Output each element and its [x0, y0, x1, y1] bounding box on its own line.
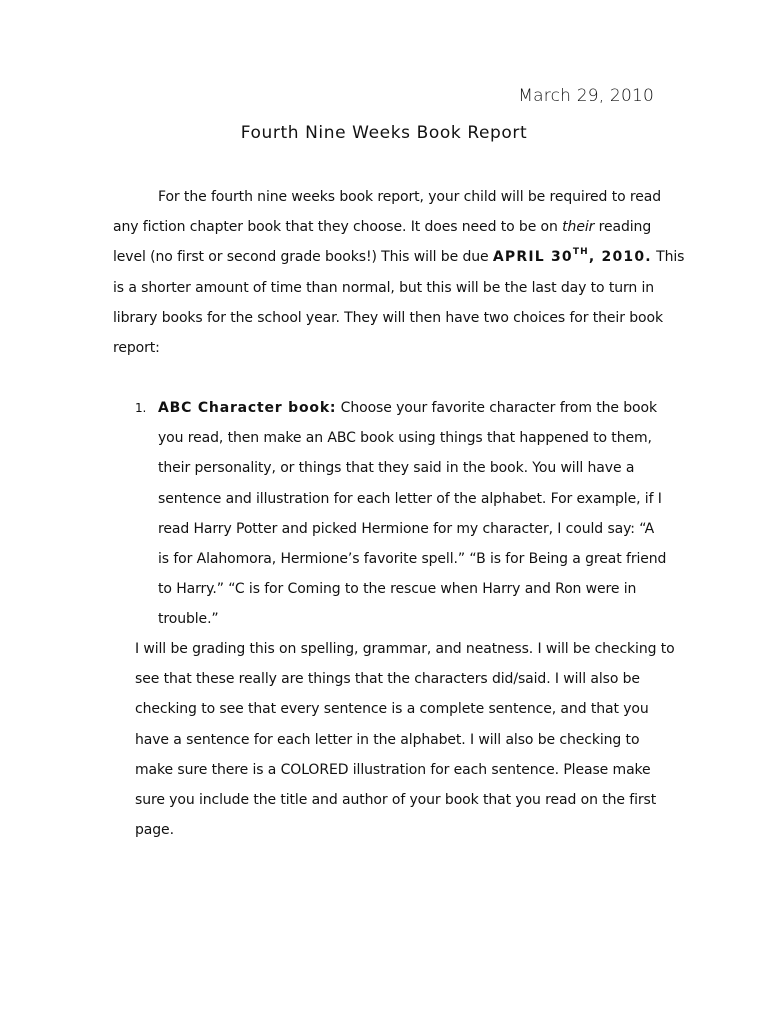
grading-paragraph [135, 634, 695, 845]
intro-text: level (no first or second grade books!) This will be due [113, 249, 493, 266]
intro-text: reading [594, 219, 652, 236]
list-item-number: 1. [135, 401, 147, 415]
due-date-superscript: TH [572, 247, 589, 258]
list-item-line: their personality, or things that they said in the book. You will have a [158, 460, 635, 477]
intro-text: This [651, 249, 685, 266]
list-item-line: trouble.” [158, 611, 219, 628]
intro-line: is a shorter amount of time than normal, but this will be the last day to turn in [113, 279, 655, 296]
grading-line: checking to see that every sentence is a complete sentence, and that you [135, 701, 649, 718]
intro-line: library books for the school year. They will then have two choices for their book [113, 309, 663, 326]
due-date [493, 249, 652, 265]
intro-line [113, 242, 685, 272]
list-item-title: ABC Character book: [158, 400, 337, 416]
list-item-line: sentence and illustration for each letter of the alphabet. For example, if I [158, 490, 662, 507]
list-item [133, 393, 693, 635]
intro-text: any fiction chapter book that they choose. It does need to be on [113, 219, 563, 236]
list-item-text: Choose your favorite character from the book [336, 400, 657, 416]
choices-list [133, 393, 693, 635]
document-title: Fourth Nine Weeks Book Report [240, 123, 528, 143]
list-item-line: to Harry.” “C is for Coming to the rescue when Harry and Ron were in [158, 581, 637, 598]
grading-line: sure you include the title and author of your book that you read on the first [135, 792, 657, 809]
grading-line: I will be grading this on spelling, grammar, and neatness. I will be checking to [135, 641, 675, 657]
intro-paragraph [113, 182, 685, 363]
grading-line: have a sentence for each letter in the alphabet. I will also be checking to [135, 731, 640, 748]
intro-line: For the fourth nine weeks book report, your child will be required to read [158, 189, 662, 205]
list-item-line [158, 393, 693, 423]
list-item-line: you read, then make an ABC book using things that happened to them, [158, 430, 652, 447]
list-item-line: read Harry Potter and picked Hermione for my character, I could say: “A [158, 520, 655, 537]
intro-line [113, 212, 673, 242]
grading-line: see that these really are things that the characters did/said. I will also be [135, 671, 640, 688]
list-item-line: is for Alahomora, Hermione’s favorite spell.” “B is for Being a great friend [158, 551, 667, 568]
grading-line: page. [135, 822, 174, 839]
emphasis-their: their [562, 219, 595, 236]
due-date-main: APRIL 30 [492, 249, 573, 266]
grading-line: make sure there is a COLORED illustration for each sentence. Please make [135, 761, 651, 778]
document-date: March 29, 2010 [518, 86, 654, 106]
intro-line: report: [113, 340, 160, 357]
due-date-year: , 2010. [588, 249, 652, 266]
